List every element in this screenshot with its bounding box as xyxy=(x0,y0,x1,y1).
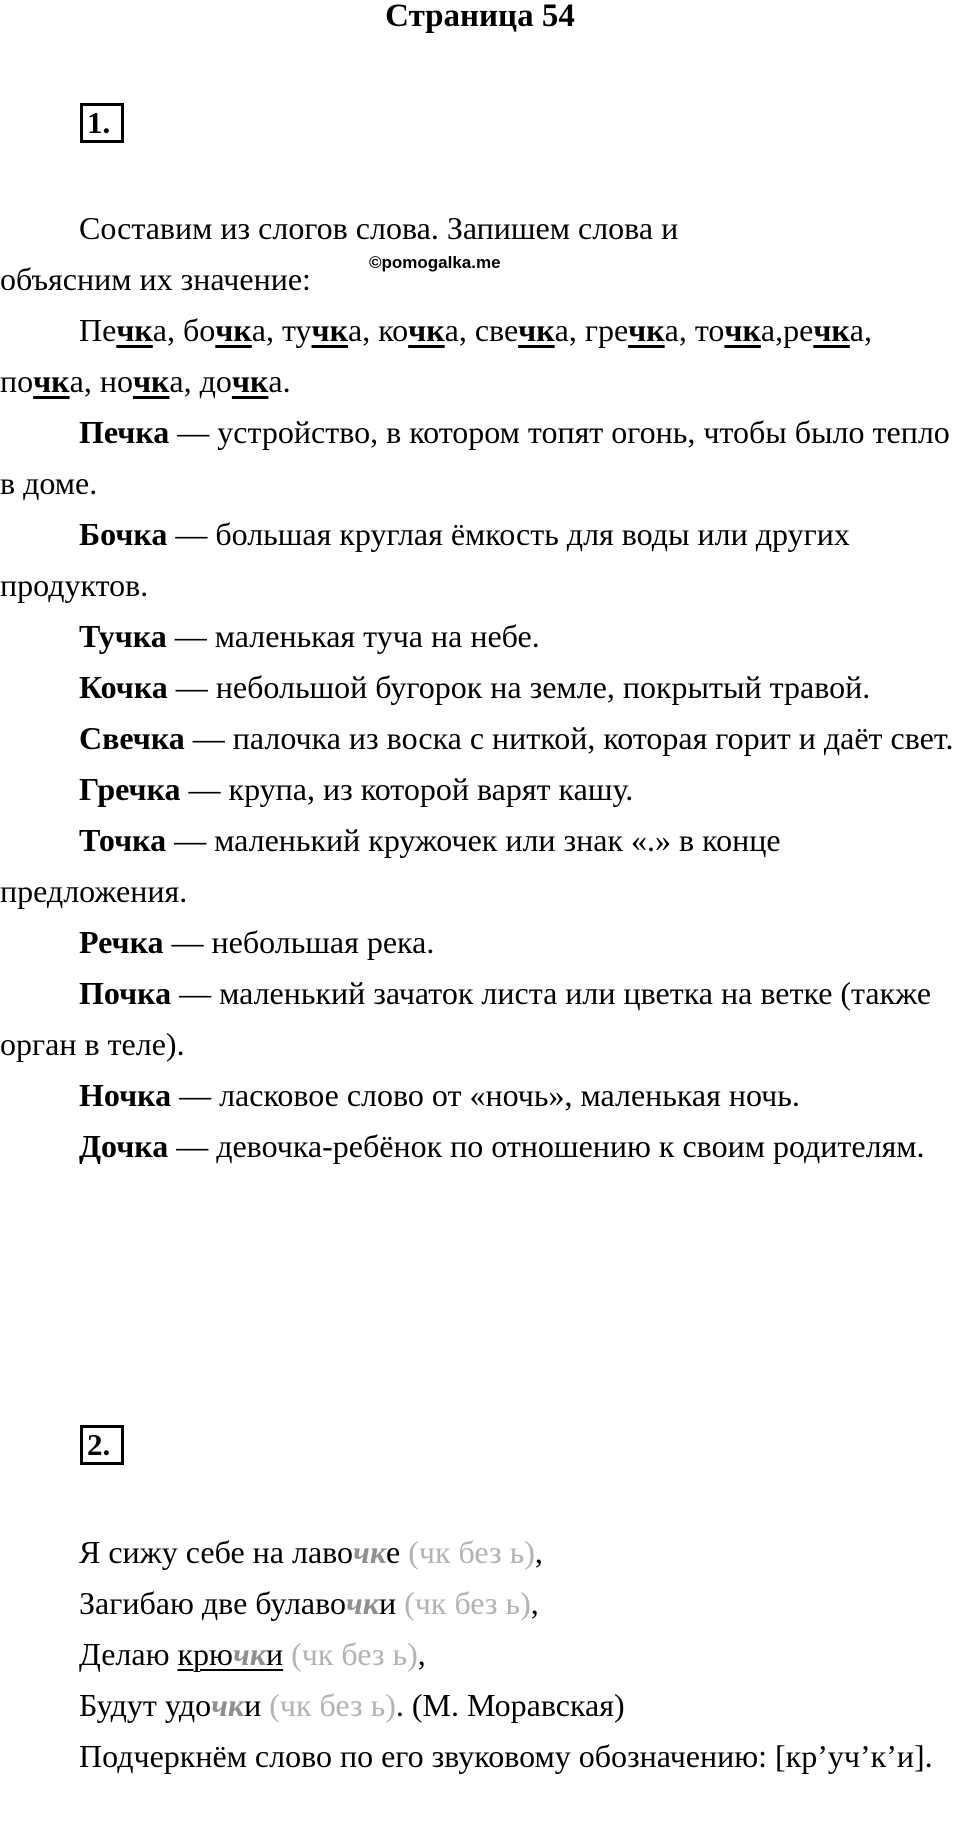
definition-paragraph xyxy=(0,815,960,917)
definitions-list xyxy=(0,407,960,1172)
definition-text: — устройство, в котором топят огонь, чтобы было тепло в доме. xyxy=(0,414,950,501)
definition-term: Дочка xyxy=(79,1128,169,1164)
definition-paragraph xyxy=(0,917,960,968)
definition-paragraph xyxy=(0,968,960,1070)
underlined-letters: чк xyxy=(518,312,555,348)
word-item: точка, xyxy=(694,312,784,348)
word-item: ночка, xyxy=(99,363,200,399)
page-title: Страница 54 xyxy=(385,0,575,34)
underlined-letters: чк xyxy=(33,363,70,399)
task-number-2: 2. xyxy=(80,1425,124,1465)
rule-note: (чк без ь) xyxy=(408,1534,535,1570)
task-1-body xyxy=(0,203,960,1172)
definition-text: — маленькая туча на небе. xyxy=(166,618,540,654)
definition-text: — большая круглая ёмкость для воды или других продуктов. xyxy=(0,516,850,603)
underlined-letters: чк xyxy=(408,312,445,348)
highlighted-letters: чк xyxy=(353,1534,387,1570)
highlighted-letters: чк xyxy=(346,1585,380,1621)
definition-term: Бочка xyxy=(79,516,168,552)
definition-paragraph xyxy=(0,1070,960,1121)
underlined-letters: чк xyxy=(132,363,170,399)
word-item: свечка, xyxy=(474,312,585,348)
watermark: ©pomogalka.me xyxy=(369,253,501,272)
definition-term: Кочка xyxy=(79,669,168,705)
definition-paragraph xyxy=(0,611,960,662)
definition-text: — ласковое слово от «ночь», маленькая ночь. xyxy=(171,1077,800,1113)
underlined-letters: чк xyxy=(231,363,269,399)
definition-paragraph xyxy=(0,713,960,764)
definition-term: Тучка xyxy=(79,618,167,654)
definition-term: Печка xyxy=(79,414,170,450)
poem-line: Будут удочки (чк без ь). (М. Моравская) xyxy=(79,1687,625,1723)
definition-term: Ночка xyxy=(79,1077,172,1113)
definition-text: — небольшая река. xyxy=(163,924,435,960)
definition-term: Свечка xyxy=(79,720,185,756)
rule-note: (чк без ь) xyxy=(269,1687,396,1723)
highlighted-letters: чк xyxy=(232,1636,266,1672)
definition-text: — палочка из воска с ниткой, которая горит и даёт свет. xyxy=(184,720,954,756)
definition-text: — маленький кружочек или знак «.» в конце предложения. xyxy=(0,822,781,909)
definition-term: Речка xyxy=(79,924,164,960)
word-item: гречка, xyxy=(584,312,695,348)
word-item: Печка, xyxy=(79,312,183,348)
task-1-intro: Составим из слогов слова. Запишем слова и объясним их значение: xyxy=(0,210,679,297)
definition-text: — крупа, из которой варят кашу. xyxy=(180,771,634,807)
poem-line: Я сижу себе на лавочке (чк без ь), xyxy=(79,1534,543,1570)
definition-term: Точка xyxy=(79,822,167,858)
word-list xyxy=(0,305,960,407)
underlined-word: крючки xyxy=(177,1636,284,1672)
underlined-letters: чк xyxy=(116,312,153,348)
rule-note: (чк без ь) xyxy=(404,1585,531,1621)
poem xyxy=(0,1527,960,1731)
poem-line: Загибаю две булавочки (чк без ь), xyxy=(79,1585,539,1621)
word-item: речка, xyxy=(783,312,872,348)
definition-paragraph xyxy=(0,662,960,713)
definition-paragraph xyxy=(0,407,960,509)
conclusion: Подчеркнём слово по его звуковому обозначению: [кр’уч’к’и]. xyxy=(79,1738,933,1774)
word-item: бочка, xyxy=(183,312,282,348)
word-item: почка, xyxy=(0,363,100,399)
rule-note: (чк без ь) xyxy=(291,1636,418,1672)
definition-text: — девочка-ребёнок по отношению к своим родителям. xyxy=(168,1128,925,1164)
underlined-letters: чк xyxy=(215,312,252,348)
underlined-letters: чк xyxy=(813,312,850,348)
underlined-letters: чк xyxy=(628,312,665,348)
task-number-1: 1. xyxy=(80,103,124,143)
definition-paragraph xyxy=(0,1121,960,1172)
poem-line: Делаю крючки (чк без ь), xyxy=(79,1636,426,1672)
highlighted-letters: чк xyxy=(211,1687,245,1723)
underlined-letters: чк xyxy=(311,312,349,348)
word-item: кочка, xyxy=(378,312,475,348)
definition-text: — небольшой бугорок на земле, покрытый травой. xyxy=(167,669,871,705)
definition-text: — маленький зачаток листа или цветка на ветке (также орган в теле). xyxy=(0,975,932,1062)
definition-term: Гречка xyxy=(79,771,181,807)
underlined-letters: чк xyxy=(724,312,761,348)
task-2-body xyxy=(0,1527,960,1782)
definition-paragraph xyxy=(0,764,960,815)
definition-term: Почка xyxy=(79,975,172,1011)
definition-paragraph xyxy=(0,509,960,611)
word-item: дочка. xyxy=(199,363,291,399)
word-item: тучка, xyxy=(281,312,379,348)
